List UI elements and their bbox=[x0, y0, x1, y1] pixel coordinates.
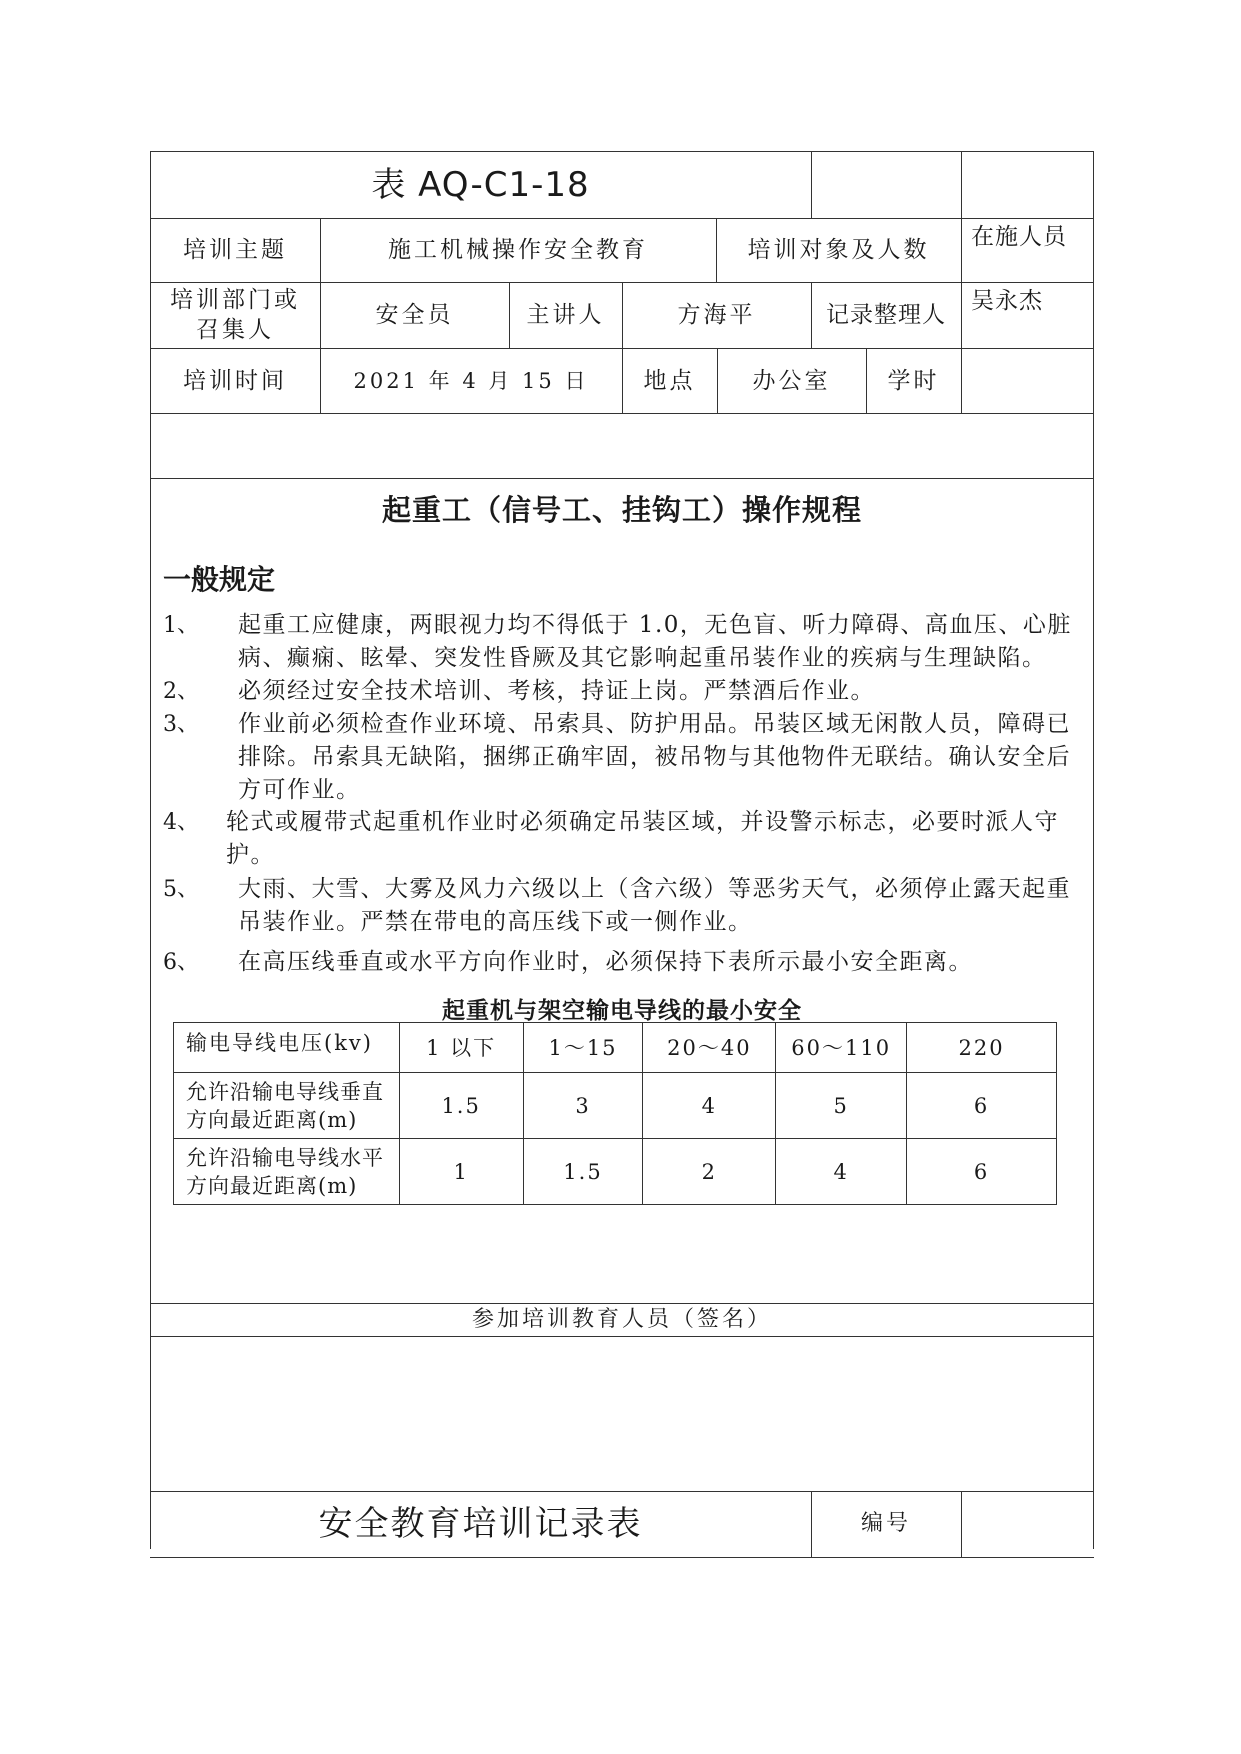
row-label: 允许沿输电导线垂直方向最近距离(m) bbox=[174, 1073, 400, 1139]
row-divider bbox=[150, 478, 1094, 479]
audience-label: 培训对象及人数 bbox=[747, 237, 930, 263]
lecturer-label: 主讲人 bbox=[526, 302, 605, 328]
time-label: 培训时间 bbox=[183, 367, 287, 394]
voltage-cell: 60～110 bbox=[776, 1023, 907, 1073]
audience-value: 在施人员 bbox=[971, 224, 1067, 250]
row-divider bbox=[150, 413, 1094, 414]
table-row bbox=[174, 1073, 1057, 1139]
distance-cell: 1.5 bbox=[523, 1139, 643, 1205]
voltage-header: 输电导线电压(kv) bbox=[174, 1023, 400, 1073]
distance-cell: 2 bbox=[643, 1139, 776, 1205]
signature-label: 参加培训教育人员（签名） bbox=[471, 1306, 772, 1332]
rule-text: 大雨、大雪、大雾及风力六级以上（含六级）等恶劣天气，必须停止露天起重吊装作业。严禁在带电的高压线下或一侧作业。 bbox=[238, 876, 1071, 935]
content-title: 起重工（信号工、挂钩工）操作规程 bbox=[381, 493, 862, 527]
place-label: 地点 bbox=[643, 367, 696, 394]
rule-text: 作业前必须检查作业环境、吊索具、防护用品。吊装区域无闲散人员，障碍已排除。吊索具无缺陷，捆绑正确牢固，被吊物与其他物件无联结。确认安全后方可作业。 bbox=[238, 711, 1071, 803]
rule-number: 2、 bbox=[163, 679, 199, 704]
voltage-cell: 20～40 bbox=[643, 1023, 776, 1073]
number-field[interactable] bbox=[963, 1493, 1092, 1555]
signature-area[interactable] bbox=[152, 1338, 1092, 1490]
table-row bbox=[174, 1023, 1057, 1073]
recorder-label: 记录整理人 bbox=[826, 302, 946, 328]
place-value: 办公室 bbox=[752, 367, 831, 394]
frame-right bbox=[1093, 151, 1094, 1549]
table-row bbox=[174, 1139, 1057, 1205]
dept-label: 培训部门或召集人 bbox=[170, 287, 300, 343]
table-caption: 起重机与架空输电导线的最小安全 bbox=[442, 998, 802, 1024]
rule-number: 1、 bbox=[163, 613, 199, 638]
col-divider bbox=[961, 151, 962, 218]
col-divider bbox=[811, 151, 812, 218]
time-value: 2021 年 4 月 15 日 bbox=[353, 368, 589, 393]
voltage-cell: 1～15 bbox=[523, 1023, 643, 1073]
rule-text: 起重工应健康，两眼视力均不得低于 1.0，无色盲、听力障碍、高血压、心脏病、癫痫、眩晕、突发性昏厥及其它影响起重吊装作业的疾病与生理缺陷。 bbox=[238, 612, 1072, 671]
rule-number: 5、 bbox=[163, 877, 199, 902]
hours-label: 学时 bbox=[887, 367, 940, 394]
rule-number: 6、 bbox=[163, 950, 199, 975]
distance-cell: 4 bbox=[776, 1139, 907, 1205]
rule-number: 3、 bbox=[163, 712, 199, 737]
row-label: 允许沿输电导线水平方向最近距离(m) bbox=[174, 1139, 400, 1205]
distance-cell: 1 bbox=[399, 1139, 523, 1205]
recorder-value: 吴永杰 bbox=[971, 288, 1043, 314]
frame-bottom bbox=[150, 1557, 1094, 1558]
lecturer-value: 方海平 bbox=[677, 302, 756, 328]
rule-text: 轮式或履带式起重机作业时必须确定吊装区域，并设警示标志，必要时派人守护。 bbox=[226, 809, 1059, 868]
voltage-cell: 220 bbox=[907, 1023, 1057, 1073]
number-label: 编号 bbox=[860, 1511, 911, 1536]
row-divider bbox=[150, 1336, 1094, 1337]
rule-text: 在高压线垂直或水平方向作业时，必须保持下表所示最小安全距离。 bbox=[238, 949, 973, 975]
distance-cell: 3 bbox=[523, 1073, 643, 1139]
rule-number: 4、 bbox=[163, 810, 199, 835]
topic-value: 施工机械操作安全教育 bbox=[388, 237, 648, 263]
distance-table bbox=[173, 1022, 1057, 1205]
distance-cell: 5 bbox=[776, 1073, 907, 1139]
topic-label: 培训主题 bbox=[183, 237, 287, 263]
distance-cell: 4 bbox=[643, 1073, 776, 1139]
distance-cell: 6 bbox=[907, 1073, 1057, 1139]
distance-cell: 1.5 bbox=[399, 1073, 523, 1139]
voltage-cell: 1 以下 bbox=[399, 1023, 523, 1073]
dept-value: 安全员 bbox=[375, 302, 454, 328]
rule-text: 必须经过安全技术培训、考核，持证上岗。严禁酒后作业。 bbox=[238, 678, 875, 704]
section-heading: 一般规定 bbox=[163, 563, 276, 596]
footer-title: 安全教育培训记录表 bbox=[318, 1504, 643, 1544]
form-code: 表 AQ-C1-18 bbox=[371, 164, 590, 205]
distance-cell: 6 bbox=[907, 1139, 1057, 1205]
col-divider bbox=[961, 1491, 962, 1557]
